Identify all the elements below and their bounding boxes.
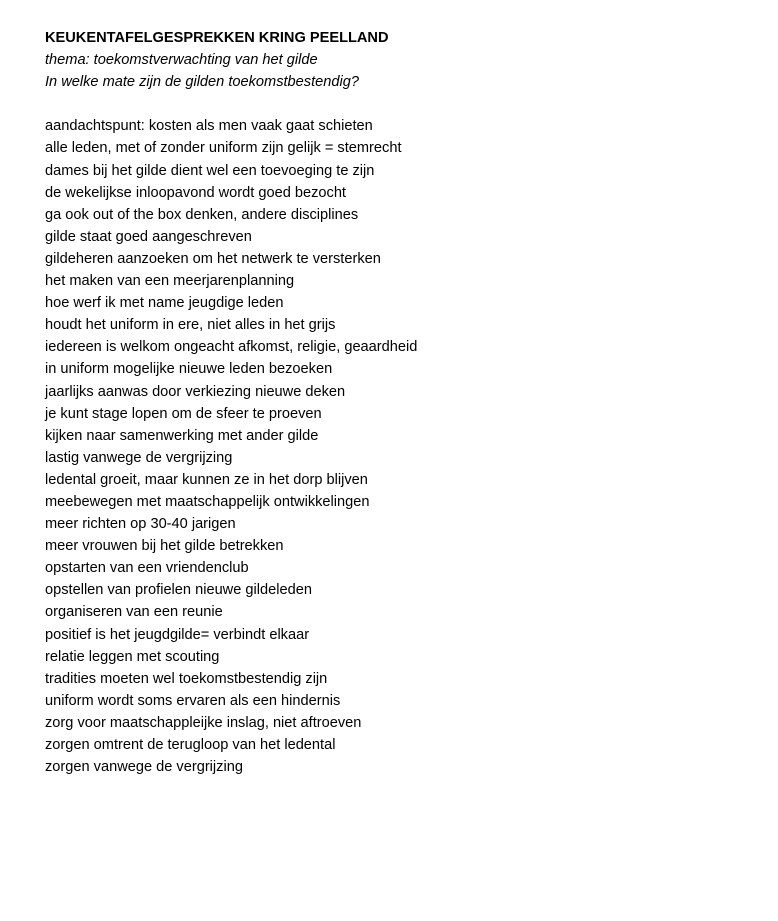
list-item: positief is het jeugdgilde= verbindt elkaar: [45, 626, 310, 643]
list-item: zorgen omtrent de terugloop van het ledental: [45, 737, 336, 753]
list-item: ledental groeit, maar kunnen ze in het dorp blijven: [45, 471, 368, 488]
list-item: iedereen is welkom ongeacht afkomst, religie, geaardheid: [45, 339, 418, 356]
list-item: meebewegen met maatschappelijk ontwikkelingen: [45, 493, 370, 510]
list-item: je kunt stage lopen om de sfeer te proeven: [45, 405, 322, 422]
list-item: houdt het uniform in ere, niet alles in het grijs: [45, 317, 336, 334]
list-item: het maken van een meerjarenplanning: [45, 273, 295, 290]
list-item: kijken naar samenwerking met ander gilde: [45, 427, 319, 444]
document-question: In welke mate zijn de gilden toekomstbestendig?: [45, 74, 359, 91]
blank-line: [45, 93, 745, 115]
document-theme: thema: toekomstverwachting van het gilde: [45, 52, 318, 69]
list-item: de wekelijkse inloopavond wordt goed bezocht: [45, 184, 346, 201]
document-page: [45, 27, 745, 778]
document-title: KEUKENTAFELGESPREKKEN KRING PEELLAND: [45, 30, 389, 46]
list-item: aandachtspunt: kosten als men vaak gaat schieten: [45, 118, 373, 135]
list-item: in uniform mogelijke nieuwe leden bezoeken: [45, 361, 333, 378]
list-item: ga ook out of the box denken, andere disciplines: [45, 206, 359, 223]
list-item: hoe werf ik met name jeugdige leden: [45, 295, 284, 312]
list-item: gildeheren aanzoeken om het netwerk te versterken: [45, 250, 381, 267]
list-item: zorgen vanwege de vergrijzing: [45, 759, 243, 776]
list-item: opstarten van een vriendenclub: [45, 560, 249, 577]
list-item: tradities moeten wel toekomstbestendig zijn: [45, 670, 328, 687]
list-item: dames bij het gilde dient wel een toevoeging te zijn: [45, 162, 375, 179]
list-item: lastig vanwege de vergrijzing: [45, 449, 233, 466]
list-item: opstellen van profielen nieuwe gildeleden: [45, 582, 312, 599]
list-item: relatie leggen met scouting: [45, 648, 220, 665]
list-item: uniform wordt soms ervaren als een hindernis: [45, 692, 341, 709]
list-item: zorg voor maatschappleijke inslag, niet aftroeven: [45, 714, 362, 731]
discussion-points-list: [45, 115, 745, 778]
list-item: meer vrouwen bij het gilde betrekken: [45, 538, 284, 555]
list-item: jaarlijks aanwas door verkiezing nieuwe deken: [45, 383, 346, 400]
list-item: organiseren van een reunie: [45, 604, 223, 621]
list-item: meer richten op 30-40 jarigen: [45, 516, 236, 533]
list-item: alle leden, met of zonder uniform zijn gelijk = stemrecht: [45, 140, 402, 157]
list-item: gilde staat goed aangeschreven: [45, 228, 252, 245]
